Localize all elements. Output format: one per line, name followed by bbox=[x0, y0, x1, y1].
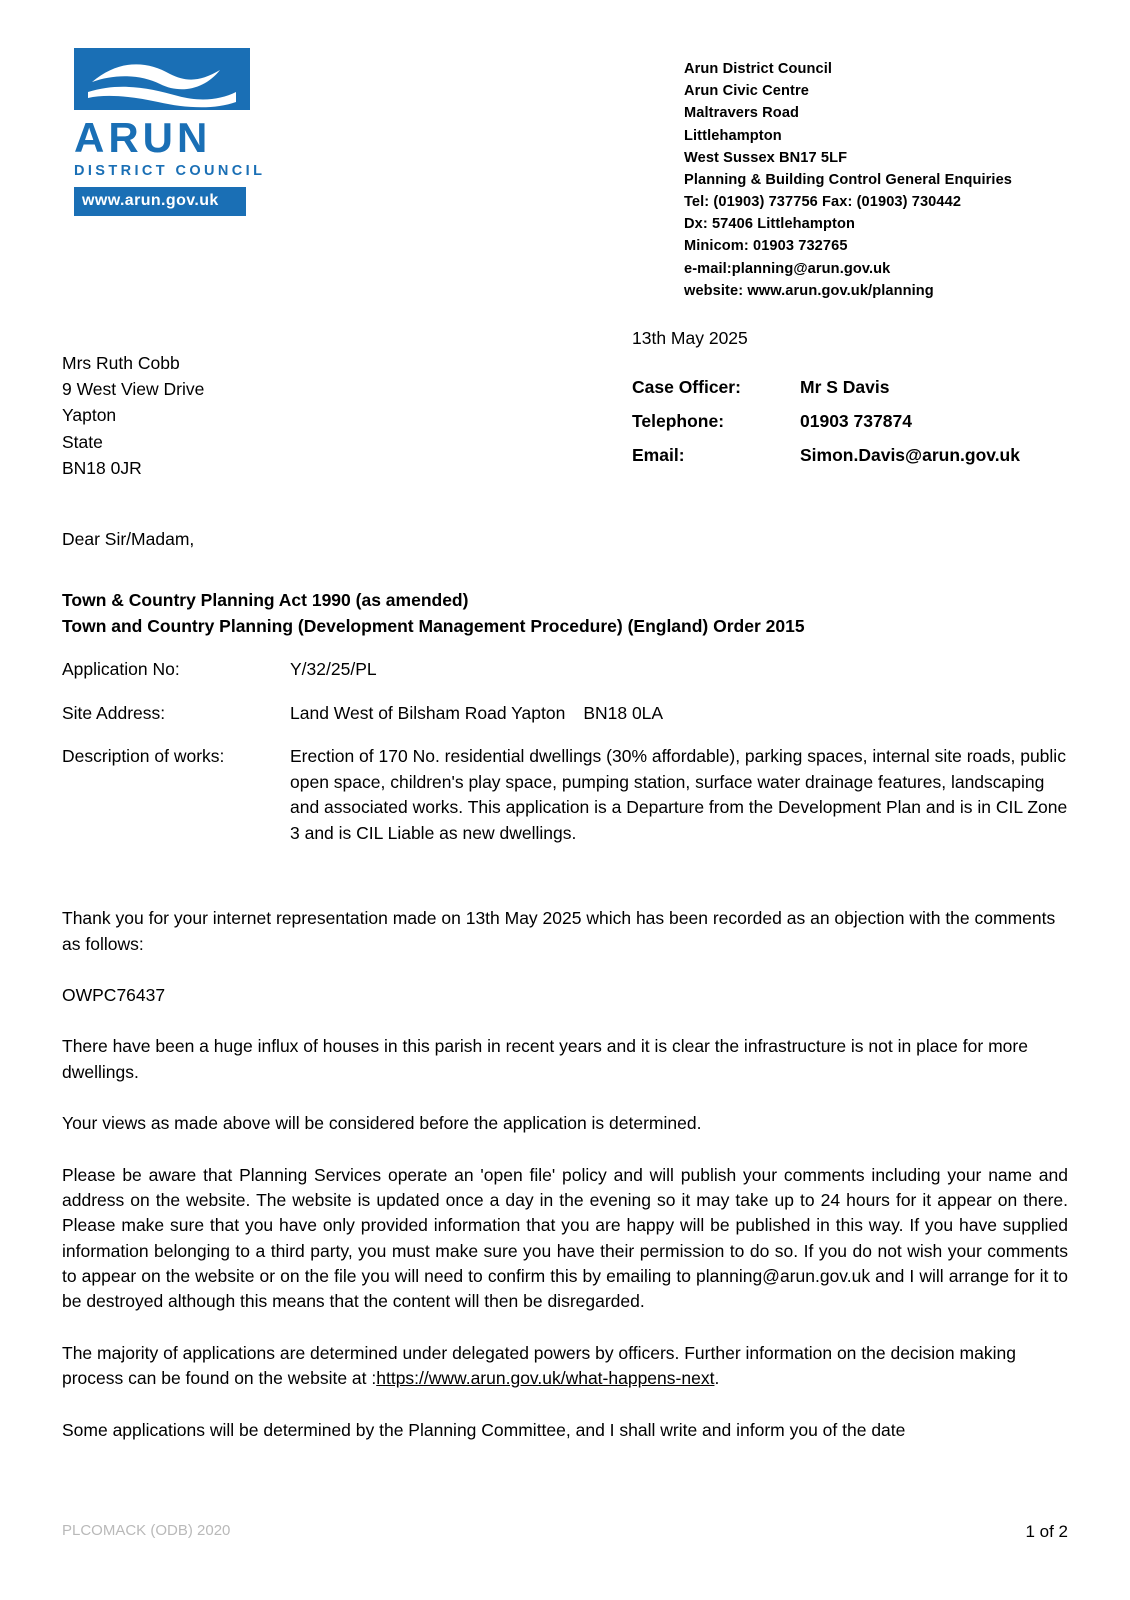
delegated-powers-text: The majority of applications are determined under delegated powers by officers. Further information on the decision making process can be found on the website at : bbox=[62, 1342, 1016, 1389]
comment-paragraph: There have been a huge influx of houses in this parish in recent years and it is clear the infrastructure is not in place for more dwellings. bbox=[62, 1036, 1028, 1082]
application-number-value: Y/32/25/PL bbox=[290, 659, 377, 680]
council-address-line: Tel: (01903) 737756 Fax: (01903) 730442 bbox=[684, 194, 962, 211]
council-address-line: e-mail:planning@arun.gov.uk bbox=[684, 260, 891, 277]
case-officer-label: Case Officer: bbox=[632, 376, 741, 397]
arun-logo bbox=[74, 48, 274, 216]
footer-form-code: PLCOMACK (ODB) 2020 bbox=[62, 1522, 231, 1539]
seagull-icon bbox=[74, 48, 250, 110]
email-label: Email: bbox=[632, 444, 685, 465]
thanks-paragraph: Thank you for your internet representation made on 13th May 2025 which has been recorded as an objection with the comments as follows: bbox=[62, 908, 1056, 954]
views-paragraph: Your views as made above will be considered before the application is determined. bbox=[62, 1113, 702, 1134]
recipient-line: BN18 0JR bbox=[62, 457, 142, 478]
site-address-row bbox=[62, 701, 1068, 727]
table-row bbox=[632, 411, 1020, 445]
council-address-line: Minicom: 01903 732765 bbox=[684, 238, 848, 255]
legislation-heading bbox=[62, 587, 1068, 640]
application-number-label: Application No: bbox=[62, 659, 180, 680]
address-and-contact-row bbox=[0, 302, 1130, 481]
council-address-line: Littlehampton bbox=[684, 127, 782, 144]
council-address-line: West Sussex BN17 5LF bbox=[684, 149, 848, 166]
committee-paragraph: Some applications will be determined by the Planning Committee, and I shall write and inform you of the date bbox=[62, 1419, 906, 1440]
telephone-label: Telephone: bbox=[632, 410, 725, 431]
council-address-block bbox=[684, 48, 1012, 302]
table-row bbox=[632, 377, 1020, 411]
what-happens-next-link[interactable]: https://www.arun.gov.uk/what-happens-next bbox=[376, 1368, 715, 1389]
council-address-line: Planning & Building Control General Enquiries bbox=[684, 171, 1013, 188]
recipient-line: 9 West View Drive bbox=[62, 379, 205, 400]
act-line-1: Town & Country Planning Act 1990 (as amended) bbox=[62, 589, 469, 610]
application-number-row bbox=[62, 657, 1068, 683]
recipient-line: State bbox=[62, 431, 103, 452]
letter-body bbox=[0, 527, 1130, 1443]
email-value: Simon.Davis@arun.gov.uk bbox=[800, 444, 1020, 465]
council-address-line: Arun District Council bbox=[684, 61, 833, 77]
logo-website-url: www.arun.gov.uk bbox=[74, 187, 246, 216]
council-address-line: Dx: 57406 Littlehampton bbox=[684, 216, 855, 233]
delegated-powers-suffix: . bbox=[714, 1368, 720, 1389]
telephone-value: 01903 737874 bbox=[800, 410, 912, 431]
letter-date: 13th May 2025 bbox=[632, 327, 748, 348]
open-file-paragraph: Please be aware that Planning Services operate an 'open file' policy and will publish your comments including your name and address on the website. The website is updated once a day in the evening so it may take up to 24 hours for it appear on there. Please make sure that you have only provided information that you are happy will be published in this way. If you have supplied information belonging to a third party, you must make sure you have their permission to do so. If you do not wish your comments to appear on the website or on the file you will need to confirm this by emailing to planning@arun.gov.uk and I will arrange for it to be destroyed although this means that the content will then be disregarded. bbox=[62, 1164, 1068, 1312]
council-address-line: website: www.arun.gov.uk/planning bbox=[684, 282, 934, 299]
salutation: Dear Sir/Madam, bbox=[62, 529, 195, 550]
act-line-2: Town and Country Planning (Development Management Procedure) (England) Order 2015 bbox=[62, 615, 805, 636]
recipient-line: Yapton bbox=[62, 405, 117, 426]
case-officer-table bbox=[632, 377, 1020, 479]
contact-column bbox=[622, 328, 1090, 481]
site-address-label: Site Address: bbox=[62, 702, 166, 723]
case-officer-value: Mr S Davis bbox=[800, 376, 890, 397]
logo-subtitle: DISTRICT COUNCIL bbox=[74, 163, 266, 180]
recipient-address bbox=[62, 328, 622, 481]
recipient-line: Mrs Ruth Cobb bbox=[62, 352, 180, 373]
letter-header bbox=[0, 0, 1130, 302]
logo-wordmark: ARUN bbox=[74, 114, 212, 161]
representation-reference: OWPC76437 bbox=[62, 985, 166, 1006]
council-address-line: Maltravers Road bbox=[684, 105, 800, 122]
site-address-text: Land West of Bilsham Road Yapton bbox=[290, 702, 566, 723]
delegated-powers-paragraph bbox=[62, 1315, 1068, 1392]
council-address-line: Arun Civic Centre bbox=[684, 83, 809, 100]
description-value: Erection of 170 No. residential dwellings (30% affordable), parking spaces, internal site roads, public open space, children's play space, pumping station, surface water drainage features, landscaping and associated works. This application is a Departure from the Development Plan and is in CIL Zone 3 and is CIL Liable as new dwellings. bbox=[290, 746, 1068, 843]
page-footer bbox=[62, 1522, 1068, 1542]
description-row bbox=[62, 744, 1068, 846]
site-address-value bbox=[290, 701, 1068, 727]
site-address-postcode: BN18 0LA bbox=[583, 702, 664, 723]
application-details bbox=[62, 657, 1068, 846]
footer-page-number: 1 of 2 bbox=[1025, 1522, 1068, 1541]
table-row bbox=[632, 445, 1020, 479]
description-label: Description of works: bbox=[62, 746, 225, 767]
